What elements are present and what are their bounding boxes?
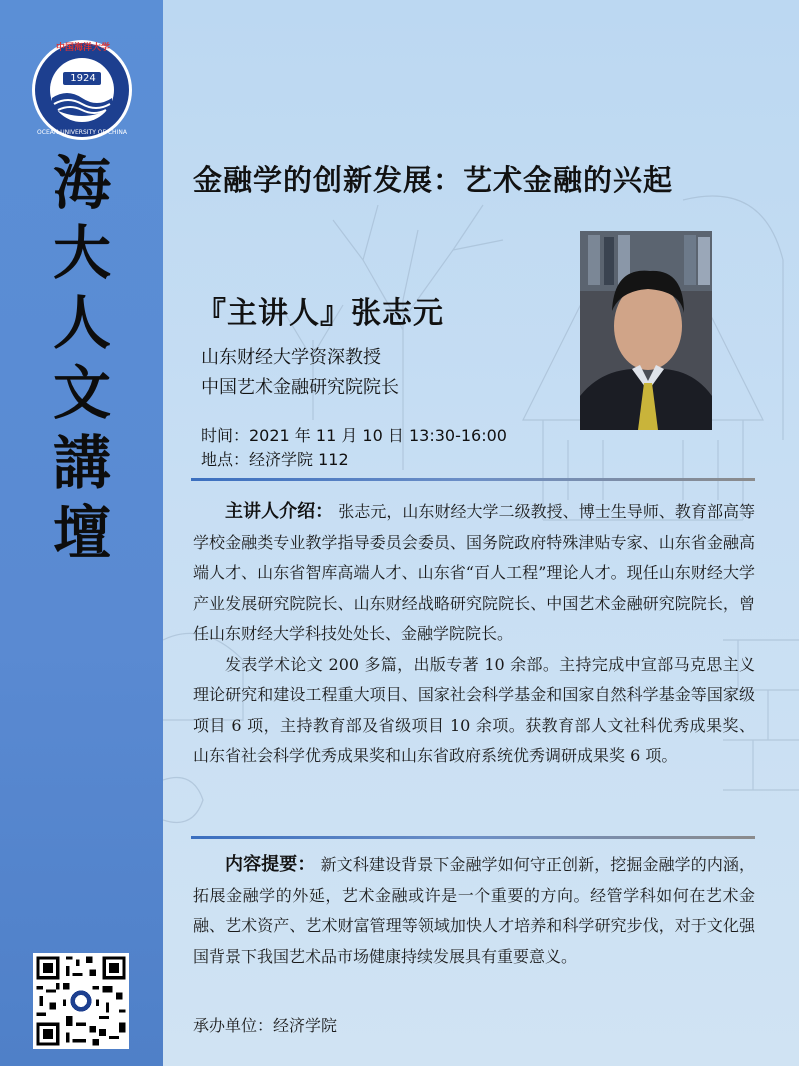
summary-label: 内容提要： [225,854,316,875]
vertical-title-char: 人 [52,289,111,357]
divider [191,478,755,481]
event-time: 时间：2021 年 11 月 10 日 13:30-16:00 [201,426,507,445]
host-organization: 承办单位：经济学院 [193,1016,338,1035]
speaker-photo [580,231,712,430]
summary-paragraph [193,850,755,972]
speaker-bio [193,497,755,772]
speaker-title-line: 山东财经大学资深教授 [201,347,381,368]
event-place: 地点：经济学院 112 [201,450,349,469]
logo-english-name: OCEAN UNIVERSITY OF CHINA [37,129,127,136]
main-panel [163,0,799,1066]
qr-code[interactable] [33,953,129,1049]
bio-label: 主讲人介绍： [225,501,334,522]
vertical-title [52,148,112,568]
vertical-title-char: 大 [52,219,111,287]
sidebar [0,0,163,1066]
summary-text: 新文科建设背景下金融学如何守正创新，挖掘金融学的内涵，拓展金融学的外延，艺术金融或许是一个重要的方向。经管学科如何在艺术金融、艺术资产、艺术财富管理等领域加快人才培养和科学研究步伐，对于文化强国背景下我国艺术品市场健康持续发展具有重要意义。 [193,855,756,966]
vertical-title-char: 海 [52,149,111,217]
speaker-name: 张志元 [351,296,444,331]
speaker-titles [201,343,399,403]
speaker-title-line: 中国艺术金融研究院院长 [201,377,399,398]
bio-text: 张志元，山东财经大学二级教授、博士生导师、教育部高等学校金融类专业教学指导委员会委员、国务院政府特殊津贴专家、山东省金融高端人才、山东省智库高端人才、山东省“百人工程”理论人才。现任山东财经大学产业发展研究院院长、山东财经战略研究院院长、中国艺术金融研究院院长，曾任山东财经大学科技处处长、金融学院院长。 [193,502,755,643]
lecture-title: 金融学的创新发展：艺术金融的兴起 [193,163,674,197]
speaker-heading [196,288,444,332]
vertical-title-char: 講 [52,429,111,497]
event-info [201,424,507,472]
vertical-title-char: 文 [52,359,111,427]
bio-paragraph [193,497,755,650]
logo-year: 1924 [70,73,96,84]
vertical-title-char: 壇 [52,499,111,567]
lecture-summary [193,850,755,972]
divider [191,836,755,839]
speaker-label: 『主讲人』 [196,296,351,331]
bio-paragraph: 发表学术论文 200 多篇，出版专著 10 余部。主持完成中宣部马克思主义理论研究和建设工程重大项目、国家社会科学基金和国家自然科学基金等国家级项目 6 项，主持教育部及省级项目 10 余项。获教育部人文社科优秀成果奖、山东省社会科学优秀成果奖和山东省政府系统优秀调研成果奖 6 项。 [193,654,755,765]
university-logo [30,38,134,142]
logo-chinese-name: 中国海洋大学 [55,43,110,53]
